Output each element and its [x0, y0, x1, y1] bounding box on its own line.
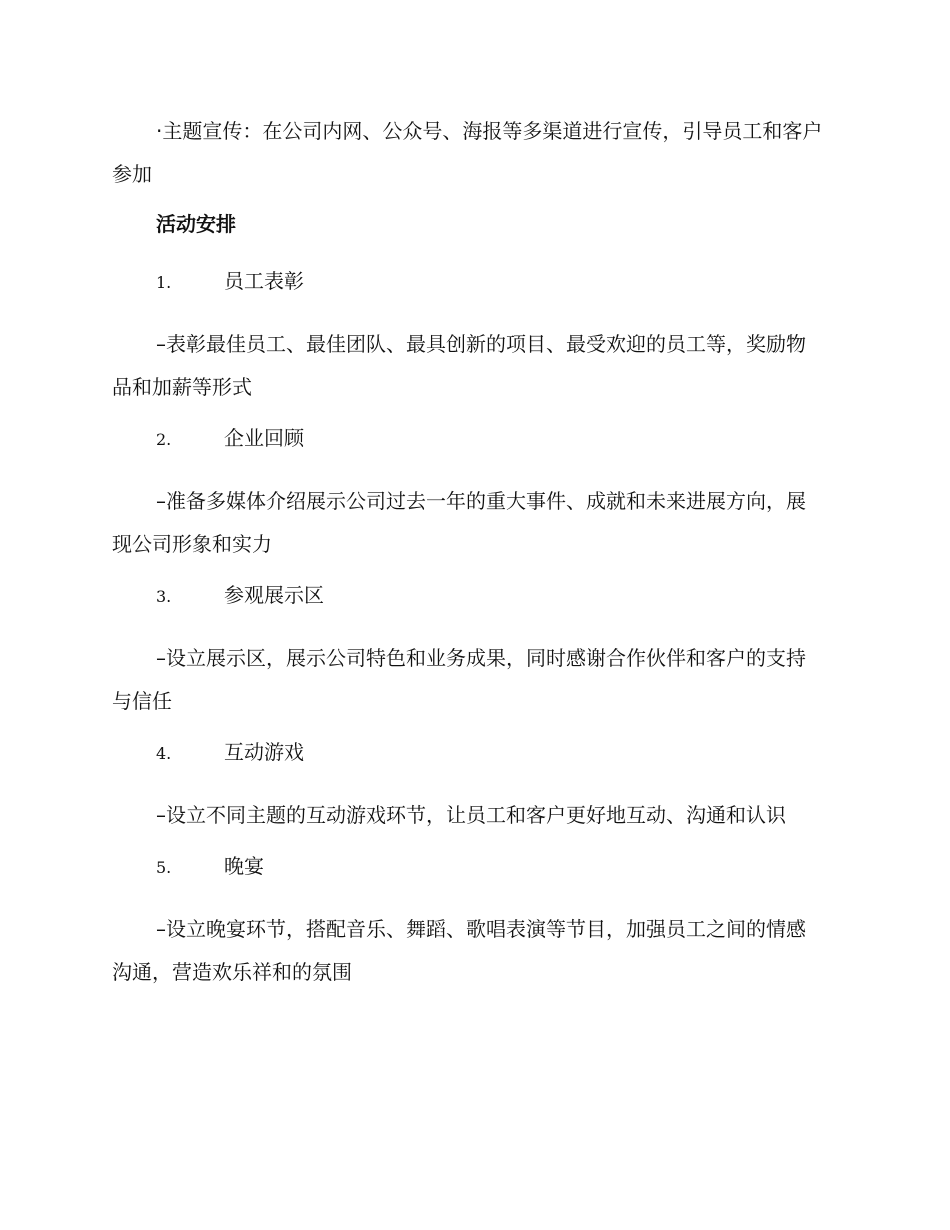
intro-paragraph: ·主题宣传：在公司内网、公众号、海报等多渠道进行宣传，引导员工和客户参加	[112, 119, 823, 186]
list-item-3	[156, 580, 824, 610]
section-heading: 活动安排	[156, 212, 236, 236]
list-item-description: –表彰最佳员工、最佳团队、最具创新的项目、最受欢迎的员工等，奖励物品和加薪等形式	[112, 332, 806, 399]
list-item-number: 4.	[156, 744, 172, 763]
list-item-4	[156, 737, 824, 767]
list-item-title: 企业回顾	[224, 426, 304, 450]
list-item-description: –设立不同主题的互动游戏环节，让员工和客户更好地互动、沟通和认识	[156, 803, 786, 827]
list-item-title: 员工表彰	[224, 269, 304, 293]
list-item-number: 1.	[156, 273, 172, 292]
list-item-description: –准备多媒体介绍展示公司过去一年的重大事件、成就和未来进展方向，展现公司形象和实力	[112, 489, 806, 556]
list-item-title: 互动游戏	[224, 740, 304, 764]
list-item-1	[156, 266, 824, 296]
list-item-2	[156, 423, 824, 453]
document-body	[112, 110, 824, 1008]
list-item-title: 参观展示区	[224, 583, 324, 607]
list-item-title: 晚宴	[224, 854, 264, 878]
list-item-number: 5.	[156, 858, 172, 877]
list-item-number: 3.	[156, 587, 172, 606]
list-item-description: –设立晚宴环节，搭配音乐、舞蹈、歌唱表演等节目，加强员工之间的情感沟通，营造欢乐祥和的氛围	[112, 917, 806, 984]
list-item-description: –设立展示区，展示公司特色和业务成果，同时感谢合作伙伴和客户的支持与信任	[112, 646, 806, 713]
list-item-number: 2.	[156, 430, 172, 449]
list-item-5	[156, 851, 824, 881]
